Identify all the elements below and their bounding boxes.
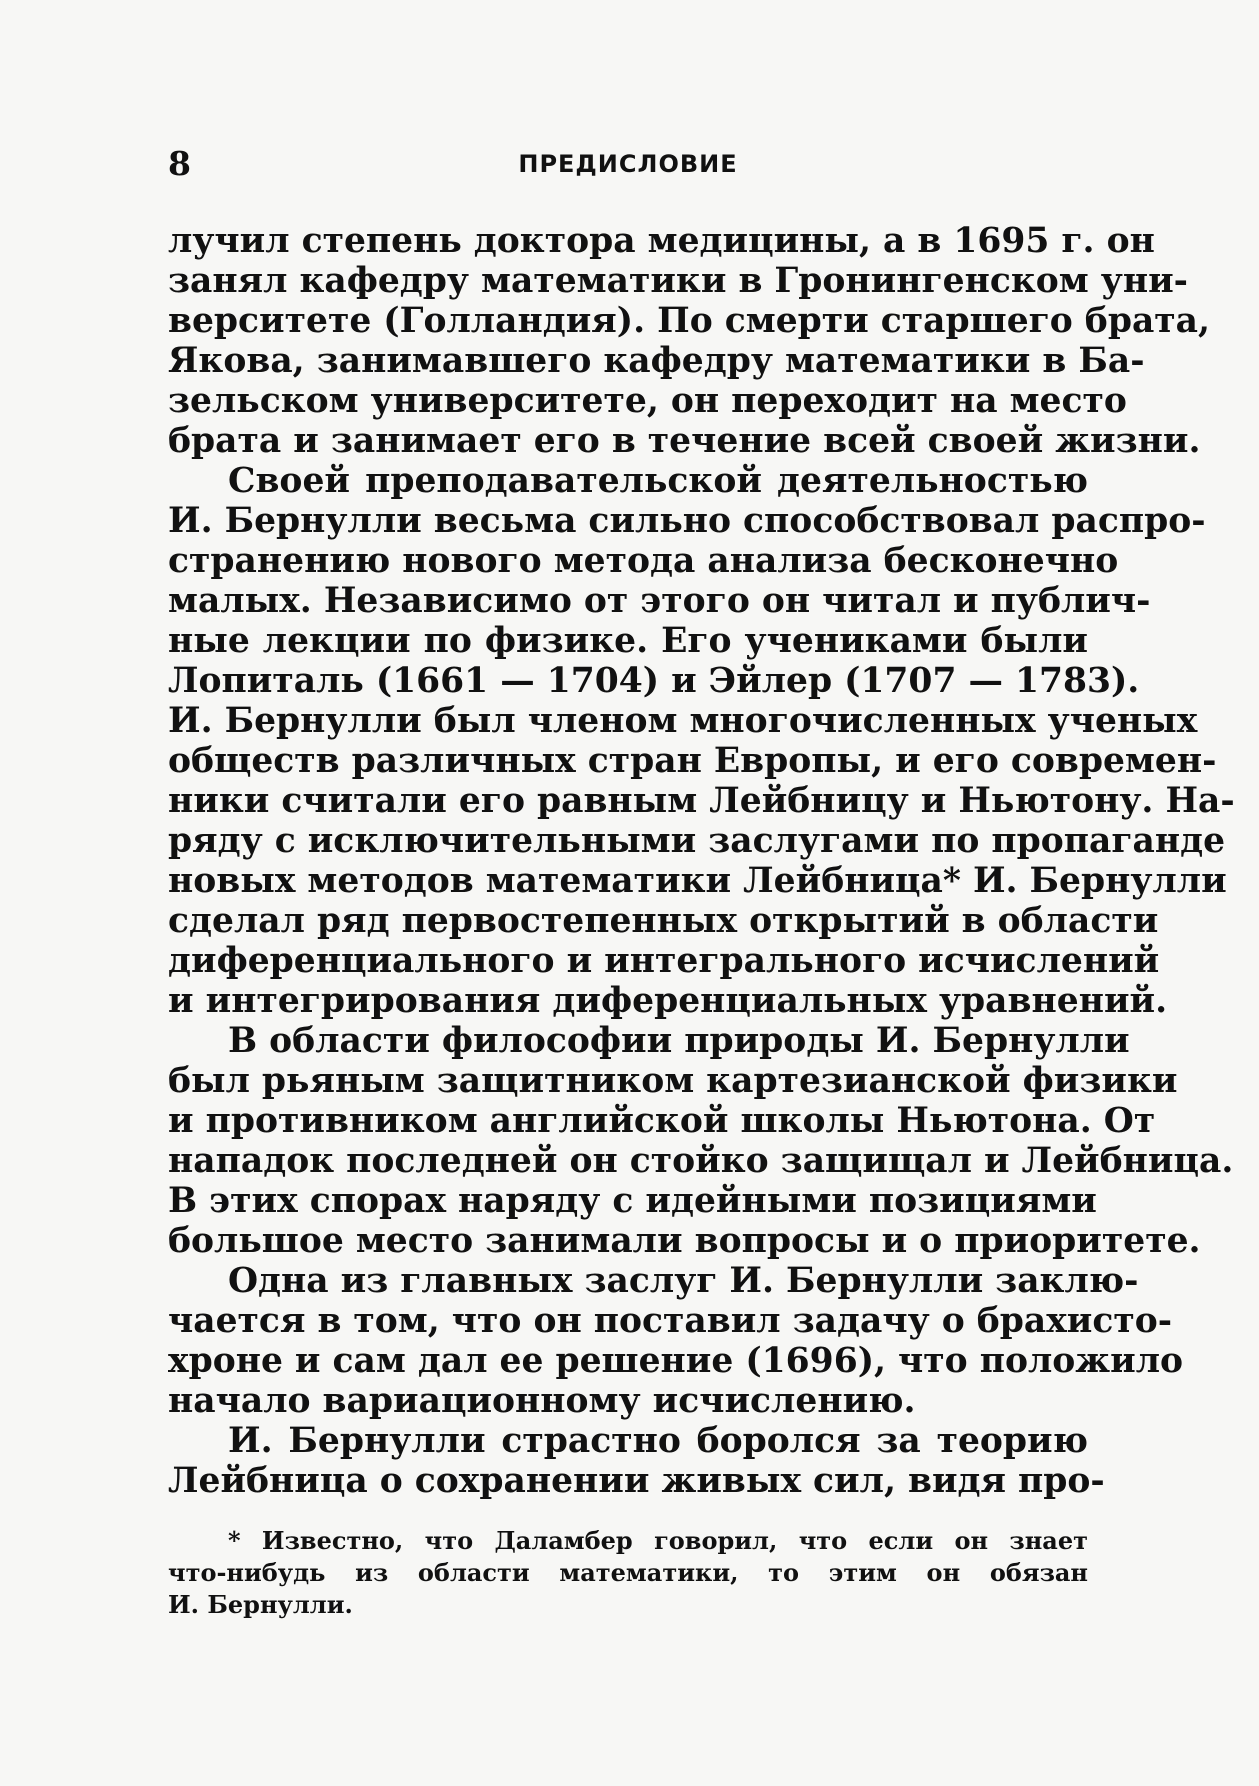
footnote xyxy=(168,1525,1088,1621)
footnote-line: * Известно, что Даламбер говорил, что если он знает xyxy=(228,1526,1088,1555)
paragraph-start-line: Своей преподавательской деятельностью xyxy=(228,461,1088,501)
text-line: И. Бернулли был членом многочисленных ученых xyxy=(168,701,1198,741)
text-line: хроне и сам дал ее решение (1696), что положило xyxy=(168,1341,1184,1381)
text-line: лучил степень доктора медицины, а в 1695 г. он xyxy=(168,221,1155,261)
paragraph-start-line: В области философии природы И. Бернулли xyxy=(228,1021,1130,1061)
text-line: был рьяным защитником картезианской физики xyxy=(168,1061,1178,1101)
text-line: странению нового метода анализа бесконечно xyxy=(168,541,1119,581)
text-line: и интегрирования диференциальных уравнений. xyxy=(168,981,1168,1021)
text-line: И. Бернулли весьма сильно способствовал распро- xyxy=(168,501,1206,541)
text-line: обществ различных стран Европы, и его современ- xyxy=(168,741,1217,781)
footnote-line: что-нибудь из области математики, то этим он обязан xyxy=(168,1558,1088,1587)
page-header xyxy=(168,144,1088,184)
text-line: Лейбница о сохранении живых сил, видя про- xyxy=(168,1461,1105,1501)
text-line: Якова, занимавшего кафедру математики в Ба- xyxy=(168,341,1145,381)
text-line: Лопиталь (1661 — 1704) и Эйлер (1707 — 1783). xyxy=(168,661,1140,701)
paragraph-end-line: начало вариационному исчислению. xyxy=(168,1381,916,1421)
text-line: большое место занимали вопросы и о приоритете. xyxy=(168,1221,1201,1261)
text-line: новых методов математики Лейбница* И. Бернулли xyxy=(168,861,1227,901)
text-line: В этих спорах наряду с идейными позициями xyxy=(168,1181,1097,1221)
text-line: ники считали его равным Лейбницу и Ньютону. На- xyxy=(168,781,1235,821)
running-title: ПРЕДИСЛОВИЕ xyxy=(518,150,738,178)
text-line: нападок последней он стойко защищал и Лейбница. xyxy=(168,1141,1234,1181)
text-line: диференциального и интегрального исчислений xyxy=(168,941,1160,981)
text-line: брата и занимает его в течение всей своей жизни. xyxy=(168,421,1201,461)
text-line: чается в том, что он поставил задачу о брахисто- xyxy=(168,1301,1173,1341)
text-line: верситете (Голландия). По смерти старшего брата, xyxy=(168,301,1211,341)
paragraph-start-line: И. Бернулли страстно боролся за теорию xyxy=(228,1421,1088,1461)
body-text xyxy=(168,221,1235,1501)
text-line: малых. Независимо от этого он читал и публич- xyxy=(168,581,1151,621)
text-line: ные лекции по физике. Его учениками были xyxy=(168,621,1088,661)
text-line: зельском университете, он переходит на место xyxy=(168,381,1127,421)
text-line: сделал ряд первостепенных открытий в области xyxy=(168,901,1159,941)
footnote-line: И. Бернулли. xyxy=(168,1590,353,1619)
paragraph-start-line: Одна из главных заслуг И. Бернулли заклю- xyxy=(228,1261,1139,1301)
text-line: и противником английской школы Ньютона. От xyxy=(168,1101,1156,1141)
page-number: 8 xyxy=(168,144,191,183)
text-line: занял кафедру математики в Гронингенском уни- xyxy=(168,261,1188,301)
text-line: ряду с исключительными заслугами по пропаганде xyxy=(168,821,1226,861)
